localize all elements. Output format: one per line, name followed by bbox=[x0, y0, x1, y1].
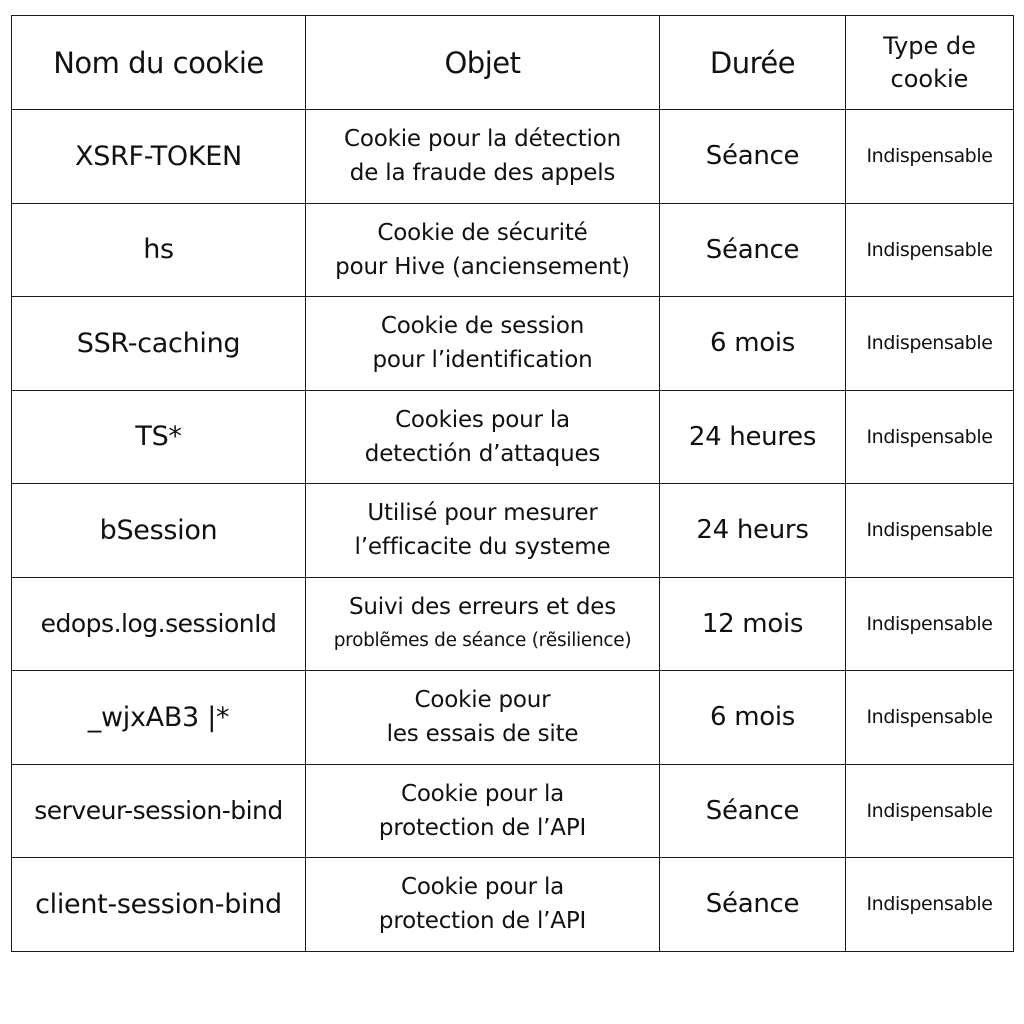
column-header-type bbox=[846, 16, 1014, 110]
cookie-type-cell: Indispensable bbox=[846, 110, 1014, 204]
cookie-type-cell: Indispensable bbox=[846, 858, 1014, 952]
table-row bbox=[12, 577, 1014, 671]
cookie-purpose-cell bbox=[306, 764, 660, 858]
cookie-duration-cell: Séance bbox=[660, 858, 846, 952]
purpose-line2: les essais de site bbox=[386, 721, 579, 748]
table-row bbox=[12, 390, 1014, 484]
cookie-duration-cell: Séance bbox=[660, 764, 846, 858]
cookie-purpose-cell bbox=[306, 110, 660, 204]
cookie-duration-cell: 12 mois bbox=[660, 577, 846, 671]
cookie-name-cell: TS* bbox=[12, 390, 306, 484]
cookie-name-cell: SSR-caching bbox=[12, 297, 306, 391]
column-header-duration: Durée bbox=[660, 16, 846, 110]
cookie-duration-cell: 6 mois bbox=[660, 671, 846, 765]
purpose-line1: Cookie de sécurité bbox=[377, 219, 588, 246]
cookie-purpose-cell bbox=[306, 203, 660, 297]
table-row bbox=[12, 203, 1014, 297]
cookie-purpose-cell bbox=[306, 858, 660, 952]
cookie-duration-cell: 24 heures bbox=[660, 390, 846, 484]
column-header-purpose: Objet bbox=[306, 16, 660, 110]
cookie-type-cell: Indispensable bbox=[846, 390, 1014, 484]
purpose-line2: pour l’identification bbox=[372, 347, 593, 374]
column-header-type-line1: Type de bbox=[883, 31, 976, 60]
purpose-line1: Suivi des erreurs et des bbox=[349, 593, 616, 620]
purpose-line2: de la fraude des appels bbox=[349, 160, 616, 187]
cookie-type-cell: Indispensable bbox=[846, 484, 1014, 578]
purpose-line1: Utilisé pour mesurer bbox=[367, 500, 598, 527]
purpose-line2: problẽmes de séance (rẽsilience) bbox=[333, 629, 632, 651]
cookie-name-cell: client-session-bind bbox=[12, 858, 306, 952]
table-body bbox=[12, 110, 1014, 952]
cookie-duration-cell: Séance bbox=[660, 110, 846, 204]
cookie-name-cell: XSRF-TOKEN bbox=[12, 110, 306, 204]
purpose-line1: Cookie pour la détection bbox=[343, 126, 621, 153]
table-row bbox=[12, 297, 1014, 391]
cookie-name-cell: serveur-session-bind bbox=[12, 764, 306, 858]
purpose-line1: Cookie de session bbox=[380, 313, 585, 340]
column-header-name: Nom du cookie bbox=[12, 16, 306, 110]
cookie-duration-cell: 6 mois bbox=[660, 297, 846, 391]
cookie-purpose-cell bbox=[306, 577, 660, 671]
cookie-name-cell: hs bbox=[12, 203, 306, 297]
purpose-line2: protection de l’API bbox=[378, 908, 587, 935]
cookie-purpose-cell bbox=[306, 297, 660, 391]
cookie-type-cell: Indispensable bbox=[846, 577, 1014, 671]
column-header-type-line2: cookie bbox=[890, 64, 969, 93]
table-row bbox=[12, 671, 1014, 765]
cookie-name-cell: bSession bbox=[12, 484, 306, 578]
purpose-line2: pour Hive (anciensement) bbox=[335, 253, 630, 280]
table-header bbox=[12, 16, 1014, 110]
cookie-purpose-cell bbox=[306, 390, 660, 484]
purpose-line1: Cookie pour la bbox=[400, 780, 565, 807]
cookie-table bbox=[11, 15, 1014, 952]
purpose-line2: detectión d’attaques bbox=[364, 440, 601, 467]
cookie-name-cell: _wjxAB3 |* bbox=[12, 671, 306, 765]
purpose-line1: Cookies pour la bbox=[395, 406, 570, 433]
cookie-type-cell: Indispensable bbox=[846, 297, 1014, 391]
purpose-line1: Cookie pour bbox=[414, 687, 551, 714]
table-row bbox=[12, 484, 1014, 578]
table-row bbox=[12, 858, 1014, 952]
cookie-name-cell: edops.log.sessionId bbox=[12, 577, 306, 671]
purpose-line2: l’efficacite du systeme bbox=[354, 534, 611, 561]
table-row bbox=[12, 110, 1014, 204]
table-row bbox=[12, 764, 1014, 858]
cookie-duration-cell: 24 heurs bbox=[660, 484, 846, 578]
cookie-duration-cell: Séance bbox=[660, 203, 846, 297]
cookie-purpose-cell bbox=[306, 484, 660, 578]
header-row bbox=[12, 16, 1014, 110]
cookie-type-cell: Indispensable bbox=[846, 671, 1014, 765]
purpose-line1: Cookie pour la bbox=[400, 874, 565, 901]
cookie-type-cell: Indispensable bbox=[846, 764, 1014, 858]
cookie-type-cell: Indispensable bbox=[846, 203, 1014, 297]
purpose-line2: protection de l’API bbox=[378, 814, 587, 841]
cookie-purpose-cell bbox=[306, 671, 660, 765]
